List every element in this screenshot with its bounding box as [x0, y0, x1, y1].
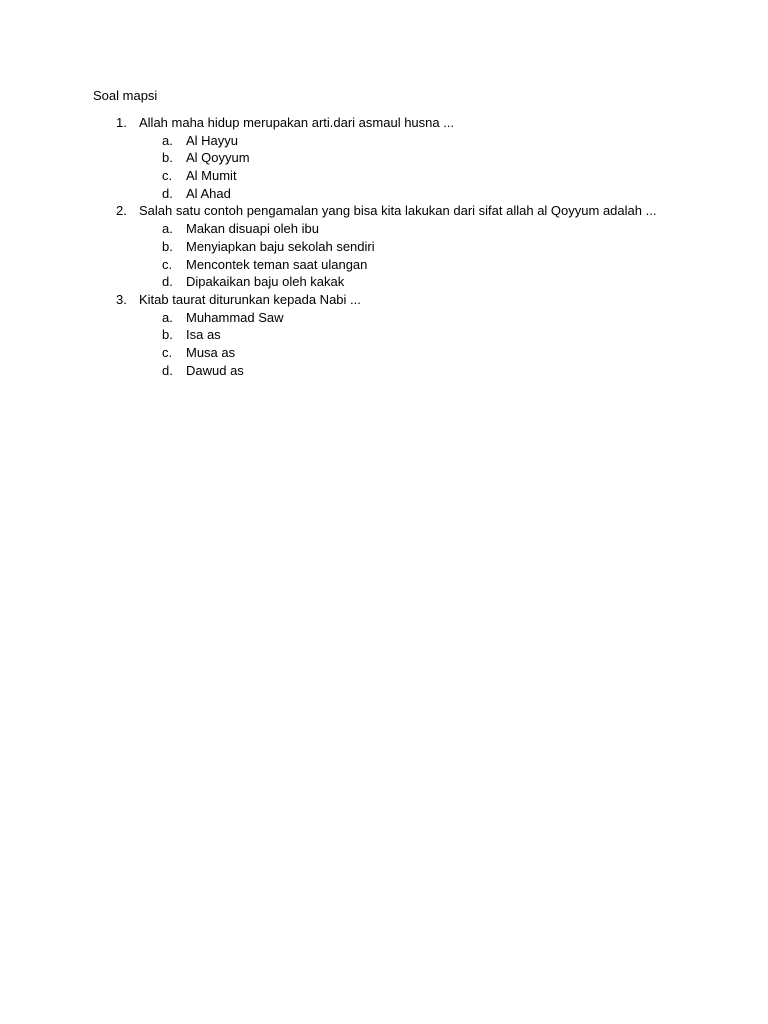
option-item: [0, 256, 768, 274]
option-text: Muhammad Saw: [186, 309, 284, 325]
option-item: [0, 149, 768, 167]
option-item: [0, 309, 768, 327]
option-letter: a.: [162, 132, 173, 148]
question-number: 2.: [116, 203, 127, 219]
option-text: Dawud as: [186, 362, 244, 378]
option-item: [0, 220, 768, 238]
question-text: Salah satu contoh pengamalan yang bisa kita lakukan dari sifat allah al Qoyyum adalah ...: [139, 203, 657, 219]
option-text: Menyiapkan baju sekolah sendiri: [186, 238, 375, 254]
question-row: [0, 291, 768, 309]
option-letter: c.: [162, 168, 173, 184]
option-item: [0, 362, 768, 380]
option-letter: a.: [162, 309, 173, 325]
option-letter: b.: [162, 150, 173, 166]
option-letter: d.: [162, 185, 173, 201]
option-letter: b.: [162, 327, 173, 343]
option-letter: b.: [162, 238, 173, 254]
option-text: Isa as: [186, 327, 221, 343]
option-text: Musa as: [186, 344, 236, 360]
question-item: [0, 291, 768, 379]
question-number: 1.: [116, 115, 127, 130]
option-text: Al Ahad: [186, 185, 231, 201]
option-item: [0, 167, 768, 185]
question-row: [0, 202, 768, 220]
document-title: Soal mapsi: [93, 88, 158, 103]
question-text: Kitab taurat diturunkan kepada Nabi ...: [139, 291, 361, 307]
option-letter: d.: [162, 274, 173, 290]
option-item: [0, 185, 768, 203]
option-text: Al Mumit: [186, 168, 237, 184]
question-text: Allah maha hidup merupakan arti.dari asmaul husna ...: [139, 115, 455, 130]
option-list: [0, 309, 768, 380]
option-text: Makan disuapi oleh ibu: [186, 221, 319, 237]
option-item: [0, 344, 768, 362]
question-item: [0, 114, 768, 202]
option-text: Al Qoyyum: [186, 150, 250, 166]
question-row: [0, 114, 768, 132]
option-letter: a.: [162, 221, 173, 237]
option-list: [0, 220, 768, 291]
option-text: Mencontek teman saat ulangan: [186, 256, 368, 272]
question-list: [0, 114, 768, 379]
option-letter: c.: [162, 256, 173, 272]
option-text: Al Hayyu: [186, 132, 239, 148]
option-letter: c.: [162, 344, 173, 360]
option-text: Dipakaikan baju oleh kakak: [186, 274, 345, 290]
question-item: [0, 202, 768, 290]
option-item: [0, 238, 768, 256]
option-item: [0, 273, 768, 291]
question-number: 3.: [116, 291, 127, 307]
option-list: [0, 132, 768, 203]
option-item: [0, 132, 768, 150]
option-item: [0, 326, 768, 344]
option-letter: d.: [162, 362, 173, 378]
